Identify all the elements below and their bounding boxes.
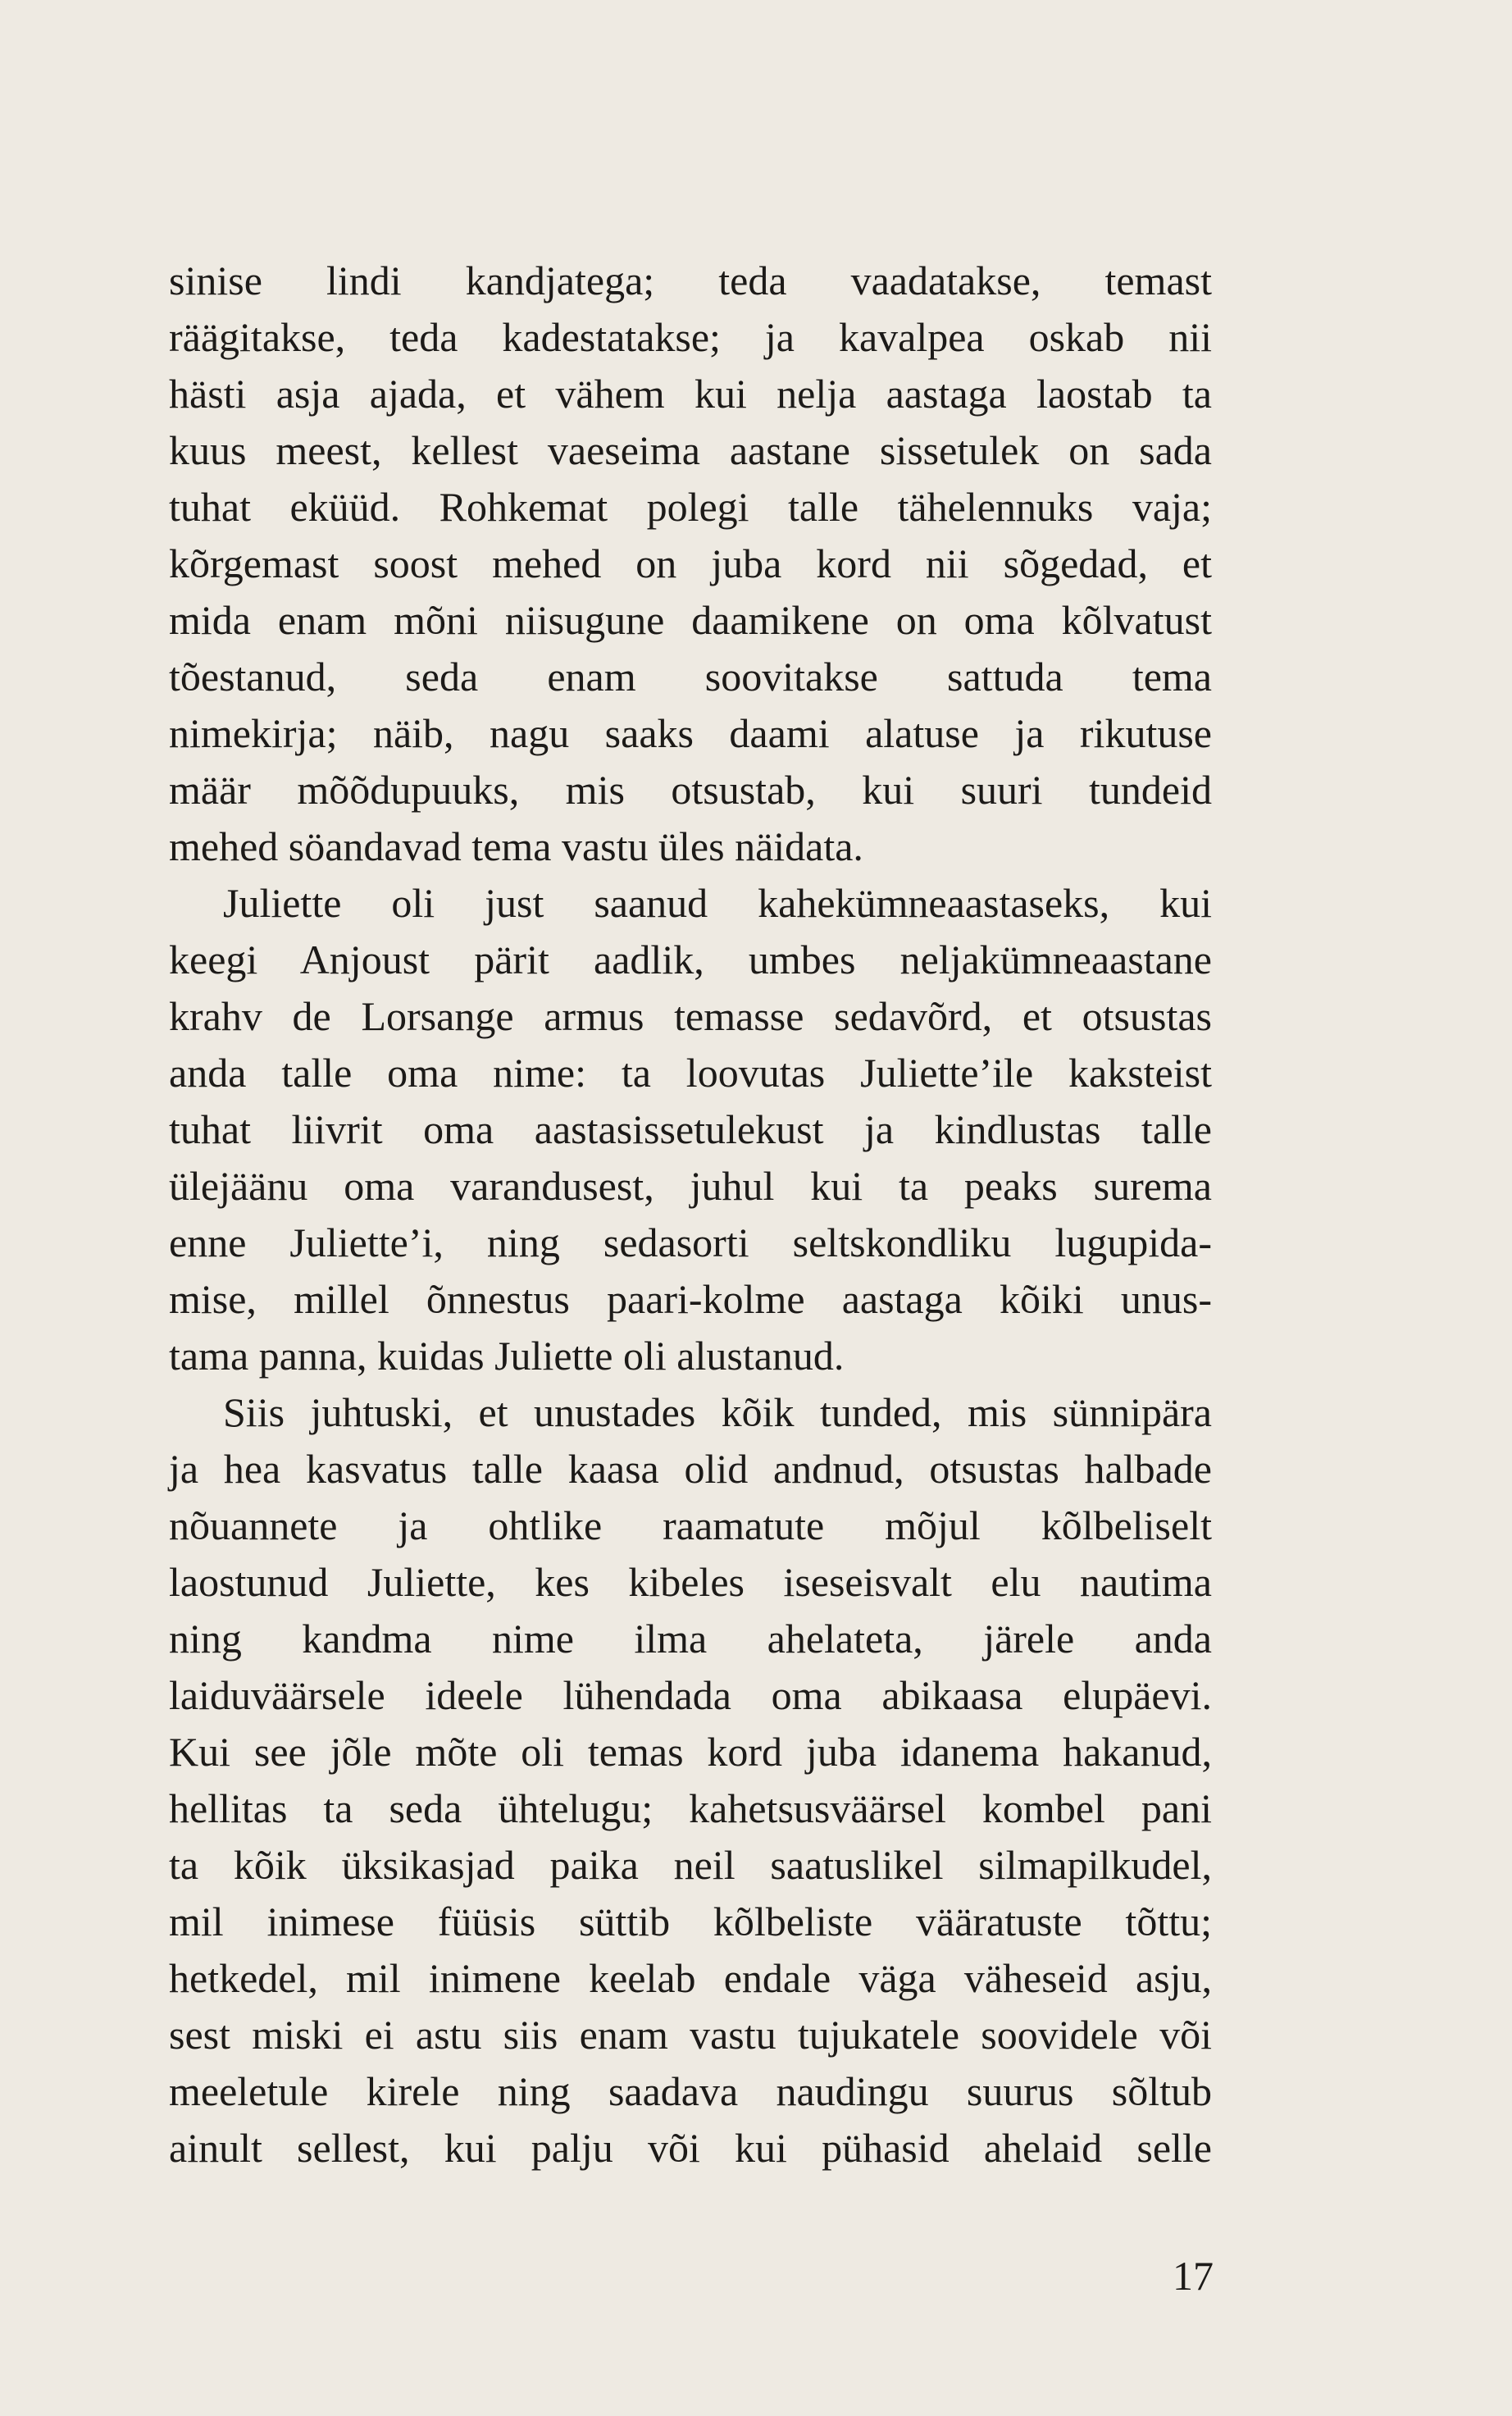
text-line: kuus meest, kellest vaeseima aastane sissetulek on sada bbox=[169, 427, 1212, 473]
text-line: enne Juliette’i, ning sedasorti seltskondliku lugupida- bbox=[169, 1219, 1212, 1265]
text-line: hästi asja ajada, et vähem kui nelja aastaga laostab ta bbox=[169, 371, 1212, 417]
text-line: ja hea kasvatus talle kaasa olid andnud, otsustas halbade bbox=[169, 1446, 1212, 1492]
text-line: tuhat liivrit oma aastasissetulekust ja kindlustas talle bbox=[169, 1106, 1212, 1152]
text-line: tuhat eküüd. Rohkemat polegi talle tähelennuks vaja; bbox=[169, 484, 1212, 530]
text-line: hellitas ta seda ühtelugu; kahetsusväärsel kombel pani bbox=[169, 1785, 1212, 1831]
text-line: nimekirja; näib, nagu saaks daami alatuse ja rikutuse bbox=[169, 710, 1212, 756]
text-line: nõuannete ja ohtlike raamatute mõjul kõlbeliselt bbox=[169, 1502, 1212, 1548]
text-line: mehed söandavad tema vastu üles näidata. bbox=[169, 823, 863, 869]
text-line: sest miski ei astu siis enam vastu tujukatele soovidele või bbox=[169, 2012, 1212, 2058]
text-line: mil inimese füüsis süttib kõlbeliste vääratuste tõttu; bbox=[169, 1899, 1212, 1944]
text-line: mise, millel õnnestus paari-kolme aastaga kõiki unus- bbox=[169, 1276, 1212, 1322]
text-line: ta kõik üksikasjad paika neil saatuslikel silmapilkudel, bbox=[169, 1842, 1212, 1888]
page-number: 17 bbox=[1173, 2253, 1214, 2299]
text-line: tõestanud, seda enam soovitakse sattuda tema bbox=[169, 654, 1212, 700]
text-line: anda talle oma nime: ta loovutas Juliette’ile kaksteist bbox=[169, 1050, 1212, 1096]
text-line: määr mõõdupuuks, mis otsustab, kui suuri tundeid bbox=[169, 767, 1212, 813]
text-line: Kui see jõle mõte oli temas kord juba idanema hakanud, bbox=[169, 1729, 1212, 1775]
text-line: kõrgemast soost mehed on juba kord nii sõgedad, et bbox=[169, 540, 1212, 586]
text-line: ainult sellest, kui palju või kui pühasid ahelaid selle bbox=[169, 2125, 1212, 2171]
text-line: krahv de Lorsange armus temasse sedavõrd, et otsustas bbox=[169, 993, 1212, 1039]
text-line: sinise lindi kandjatega; teda vaadatakse, temast bbox=[169, 258, 1212, 303]
text-line: ülejäänu oma varandusest, juhul kui ta peaks surema bbox=[169, 1163, 1212, 1209]
text-line: keegi Anjoust pärit aadlik, umbes neljakümneaastane bbox=[169, 937, 1212, 982]
text-line: Siis juhtuski, et unustades kõik tunded, mis sünnipära bbox=[223, 1389, 1212, 1435]
text-line: räägitakse, teda kadestatakse; ja kavalpea oskab nii bbox=[169, 314, 1212, 360]
text-line: meeletule kirele ning saadava naudingu suurus sõltub bbox=[169, 2068, 1212, 2114]
text-line: Juliette oli just saanud kahekümneaastaseks, kui bbox=[223, 880, 1212, 926]
text-line: laiduväärsele ideele lühendada oma abikaasa elupäevi. bbox=[169, 1672, 1212, 1718]
text-line: mida enam mõni niisugune daamikene on oma kõlvatust bbox=[169, 597, 1212, 643]
text-line: ning kandma nime ilma ahelateta, järele anda bbox=[169, 1616, 1212, 1662]
text-line: tama panna, kuidas Juliette oli alustanud. bbox=[169, 1333, 845, 1379]
text-line: hetkedel, mil inimene keelab endale väga väheseid asju, bbox=[169, 1955, 1212, 2001]
text-line: laostunud Juliette, kes kibeles iseseisvalt elu nautima bbox=[169, 1559, 1212, 1605]
